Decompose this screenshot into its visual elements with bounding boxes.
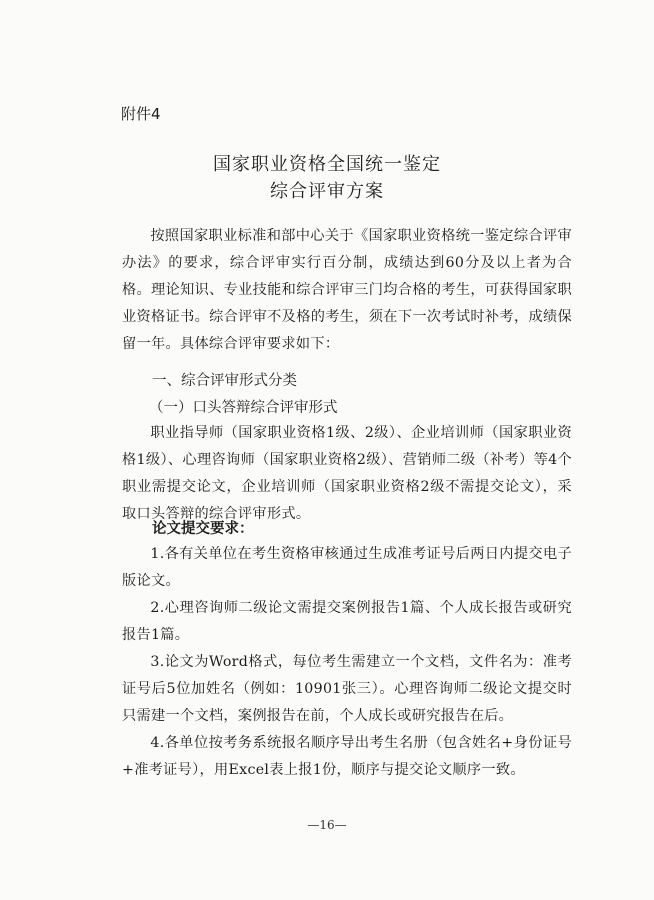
document-subtitle: 综合评审方案 <box>270 181 384 202</box>
intro-paragraph: 按照国家职业标准和部中心关于《国家职业资格统一鉴定综合评审办法》的要求，综合评审实行百分制，成绩达到60分及以上者为合格。理论知识、专业技能和综合评审三门均合格的考生，可获得国家职业资格证书。综合评审不及格的考生，须在下一次考试时补考，成绩保留一年。具体综合评审要求如下： <box>122 228 572 352</box>
page-number: —16— <box>307 818 347 832</box>
requirement-1: 1.各有关单位在考生资格审核通过生成准考证号后两日内提交电子版论文。 <box>122 546 572 589</box>
paper-requirements-heading: 论文提交要求： <box>152 521 254 537</box>
attachment-label: 附件4 <box>121 105 161 123</box>
document-title: 国家职业资格全国统一鉴定 <box>213 154 441 175</box>
requirement-4: 4.各单位按考务系统报名顺序导出考生名册（包含姓名+身份证号+准考证号），用Excel表上报1份，顺序与提交论文顺序一致。 <box>122 735 572 778</box>
section-heading-1: 一、综合评审形式分类 <box>152 373 297 389</box>
subsection-heading-1: （一）口头答辩综合评审形式 <box>149 400 338 416</box>
subsection-paragraph: 职业指导师（国家职业资格1级、2级）、企业培训师（国家职业资格1级）、心理咨询师（国家职业资格2级）、营销师二级（补考）等4个职业需提交论文，企业培训师（国家职业资格2级不需提交论文），采取口头答辩的综合评审形式。 <box>122 425 572 522</box>
requirement-3: 3.论文为Word格式，每位考生需建立一个文档，文件名为：准考证号后5位加姓名（例如：10901张三）。心理咨询师二级论文提交时只需建一个文档，案例报告在前，个人成长或研究报告在后。 <box>122 654 572 724</box>
requirement-2: 2.心理咨询师二级论文需提交案例报告1篇、个人成长报告或研究报告1篇。 <box>122 600 572 643</box>
